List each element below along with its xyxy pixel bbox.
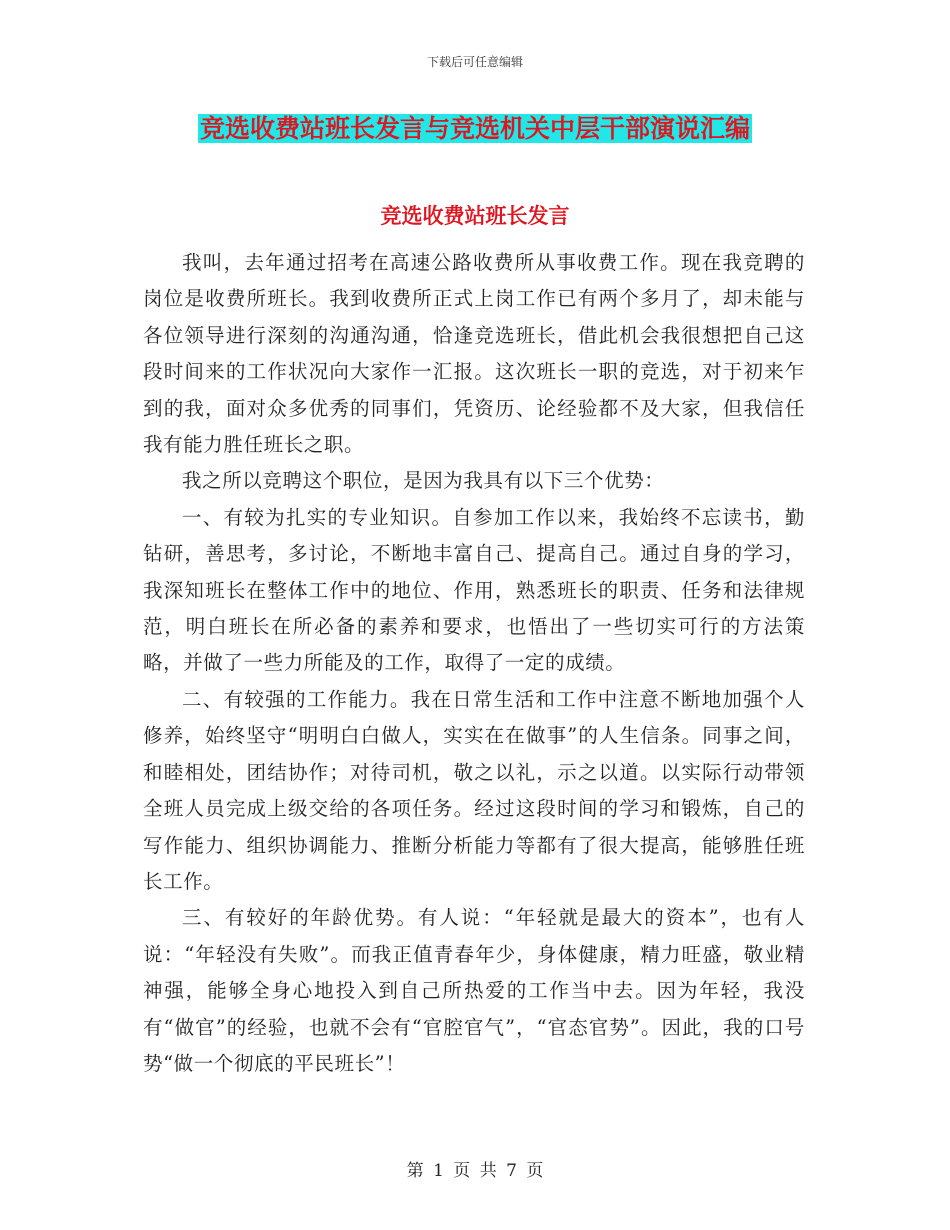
page-header-note: 下载后可任意编辑 <box>426 55 523 69</box>
paragraph-advantages-lead: 我之所以竞聘这个职位，是因为我具有以下三个优势： <box>182 469 665 493</box>
paragraph-advantage-knowledge: 一、有较为扎实的专业知识。自参加工作以来，我始终不忘读书，勤钻研，善思考，多讨论，不断地丰富自己、提高自己。通过自身的学习，我深知班长在整体工作中的地位、作用，熟悉班长的职责、任务和法律规范，明白班长在所必备的素养和要求，也悟出了一些切实可行的方法策略，并做了一些力所能及的工作，取得了一定的成绩。 <box>143 505 805 675</box>
document-title <box>0 112 950 146</box>
paragraph-advantage-ability: 二、有较强的工作能力。我在日常生活和工作中注意不断地加强个人修养，始终坚守“明明白白做人，实实在在做事”的人生信条。同事之间，和睦相处，团结协作；对待司机，敬之以礼，示之以道。以实际行动带领全班人员完成上级交给的各项任务。经过这段时间的学习和锻炼，自己的写作能力、组织协调能力、推断分析能力等都有了很大提高，能够胜任班长工作。 <box>143 687 805 893</box>
speech-body <box>143 245 805 1082</box>
page-number-footer: 第 1 页 共 7 页 <box>406 1161 544 1181</box>
paragraph-intro: 我叫，去年通过招考在高速公路收费所从事收费工作。现在我竞聘的岗位是收费所班长。我到收费所正式上岗工作已有两个多月了，却未能与各位领导进行深刻的沟通沟通，恰逢竞选班长，借此机会我很想把自己这段时间来的工作状况向大家作一汇报。这次班长一职的竞选，对于初来乍到的我，面对众多优秀的同事们，凭资历、论经验都不及大家，但我信任我有能力胜任班长之职。 <box>143 251 805 457</box>
section-title: 竞选收费站班长发言 <box>380 204 570 228</box>
paragraph-advantage-age: 三、有较好的年龄优势。有人说：“年轻就是最大的资本”，也有人说：“年轻没有失败”。而我正值青春年少，身体健康，精力旺盛，敬业精神强，能够全身心地投入到自己所热爱的工作当中去。因为年轻，我没有“做官”的经验，也就不会有“官腔官气”，“官态官势”。因此，我的口号势“做一个彻底的平民班长”！ <box>143 906 805 1075</box>
document-title-text: 竞选收费站班长发言与竞选机关中层干部演说汇编 <box>199 114 750 143</box>
